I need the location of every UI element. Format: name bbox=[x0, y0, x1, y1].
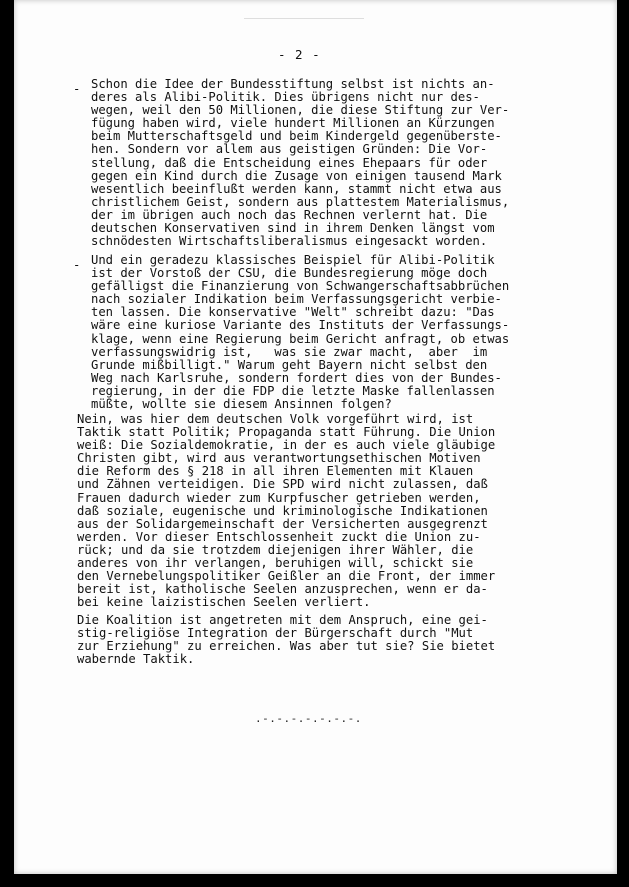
bullet-1-line: fügung haben wird, viele hundert Millionen an Kürzungen bbox=[91, 116, 495, 131]
bullet-1-line: stellung, daß die Entscheidung eines Ehepaars für oder bbox=[91, 155, 488, 170]
body-paragraph-1 bbox=[77, 413, 495, 609]
paragraph-1-line: und Zähnen verteidigen. Die SPD wird nicht zulassen, daß bbox=[77, 477, 488, 492]
bullet-2-line: nach sozialer Indikation beim Verfassungsgericht verbie- bbox=[91, 292, 502, 307]
paragraph-1-line: aus der Solidargemeinschaft der Versicherten ausgegrenzt bbox=[77, 516, 488, 531]
paragraph-1-line: die Reform des § 218 in all ihren Elementen mit Klauen bbox=[77, 464, 474, 479]
bullet-2-line: müßte, wollte sie diesem Ansinnen folgen? bbox=[91, 397, 392, 412]
paragraph-1-line: bereit ist, katholische Seelen anzusprechen, wenn er da- bbox=[77, 582, 488, 597]
bullet-marker-2: - bbox=[73, 258, 81, 272]
paragraph-1-line: Frauen dadurch wieder zum Kurpfuscher getrieben werden, bbox=[77, 490, 481, 505]
bullet-paragraph-1 bbox=[91, 78, 509, 248]
bullet-1-line: der im übrigen auch noch das Rechnen verlernt hat. Die bbox=[91, 207, 488, 222]
paragraph-1-line: Taktik statt Politik; Propaganda statt Führung. Die Union bbox=[77, 425, 496, 440]
bullet-1-line: wegen, weil den 50 Millionen, die diese Stiftung zur Ver- bbox=[91, 103, 510, 118]
paragraph-1-line: daß soziale, eugenische und kriminologische Indikationen bbox=[77, 503, 488, 518]
paragraph-2-line: Die Koalition ist angetreten mit dem Anspruch, eine gei- bbox=[77, 613, 488, 627]
end-of-text-mark: .-.-.-.-.-.-.-. bbox=[255, 712, 362, 725]
paragraph-1-line: den Vernebelungspolitiker Geißler an die Front, der immer bbox=[77, 569, 496, 584]
bullet-2-line: gefälligst die Finanzierung von Schwangerschaftsabbrüchen bbox=[91, 279, 510, 294]
bullet-1-line: beim Mutterschaftsgeld und beim Kindergeld gegenüberste- bbox=[91, 129, 502, 144]
bullet-2-line: Grunde mißbilligt." Warum geht Bayern nicht selbst den bbox=[91, 357, 488, 372]
bullet-2-line: verfassungswidrig ist, was sie zwar macht, aber im bbox=[91, 344, 488, 359]
bullet-1-line: schnödesten Wirtschaftsliberalismus eingesackt worden. bbox=[91, 234, 488, 249]
bullet-1-line: gegen ein Kind durch die Zusage von einigen tausend Mark bbox=[91, 168, 502, 183]
bullet-1-line: deutschen Konservativen sind in ihrem Denken längst vom bbox=[91, 221, 495, 236]
paragraph-1-line: werden. Vor dieser Entschlossenheit zuckt die Union zu- bbox=[77, 529, 481, 544]
paragraph-1-line: anderes von ihr verlangen, beruhigen will, schickt sie bbox=[77, 556, 474, 571]
bullet-marker-1: - bbox=[73, 82, 81, 96]
bullet-1-line: Schon die Idee der Bundesstiftung selbst ist nichts an- bbox=[91, 77, 495, 91]
bullet-paragraph-2 bbox=[91, 254, 509, 411]
body-paragraph-2 bbox=[77, 614, 495, 666]
bullet-1-line: wesentlich beeinflußt werden kann, stammt nicht etwa aus bbox=[91, 181, 502, 196]
bullet-2-line: ist der Vorstoß der CSU, die Bundesregierung möge doch bbox=[91, 266, 488, 281]
bullet-2-line: Weg nach Karlsruhe, sondern fordert dies von der Bundes- bbox=[91, 370, 502, 385]
paragraph-1-line: bei keine laizistischen Seelen verliert. bbox=[77, 595, 371, 610]
paragraph-1-line: weiß: Die Sozialdemokratie, in der es auch viele gläubige bbox=[77, 438, 496, 453]
paragraph-1-line: Nein, was hier dem deutschen Volk vorgeführt wird, ist bbox=[77, 412, 474, 426]
paragraph-2-line: zur Erziehung" zu erreichen. Was aber tut sie? Sie bietet bbox=[77, 639, 496, 654]
paragraph-1-line: Christen gibt, wird aus verantwortungsethischen Motiven bbox=[77, 451, 481, 466]
bullet-2-line: regierung, in der die FDP die letzte Maske fallenlassen bbox=[91, 383, 495, 398]
bullet-2-line: ten lassen. Die konservative "Welt" schreibt dazu: "Das bbox=[91, 305, 495, 320]
bullet-1-line: deres als Alibi-Politik. Dies übrigens nicht nur des- bbox=[91, 90, 480, 105]
bullet-1-line: christlichem Geist, sondern aus plattestem Materialismus, bbox=[91, 194, 510, 209]
paragraph-2-line: wabernde Taktik. bbox=[77, 652, 195, 667]
bullet-2-line: klage, wenn eine Regierung beim Gericht anfragt, ob etwas bbox=[91, 331, 510, 346]
scan-artifact bbox=[244, 18, 364, 19]
bullet-1-line: hen. Sondern vor allem aus geistigen Gründen: Die Vor- bbox=[91, 142, 488, 157]
bullet-2-line: Und ein geradezu klassisches Beispiel für Alibi-Politik bbox=[91, 253, 495, 267]
bullet-2-line: wäre eine kuriose Variante des Instituts der Verfassungs- bbox=[91, 318, 510, 333]
page-number: - 2 - bbox=[278, 47, 321, 62]
paragraph-1-line: rück; und da sie trotzdem diejenigen ihrer Wähler, die bbox=[77, 542, 474, 557]
paragraph-2-line: stig-religiöse Integration der Bürgerschaft durch "Mut bbox=[77, 626, 474, 641]
